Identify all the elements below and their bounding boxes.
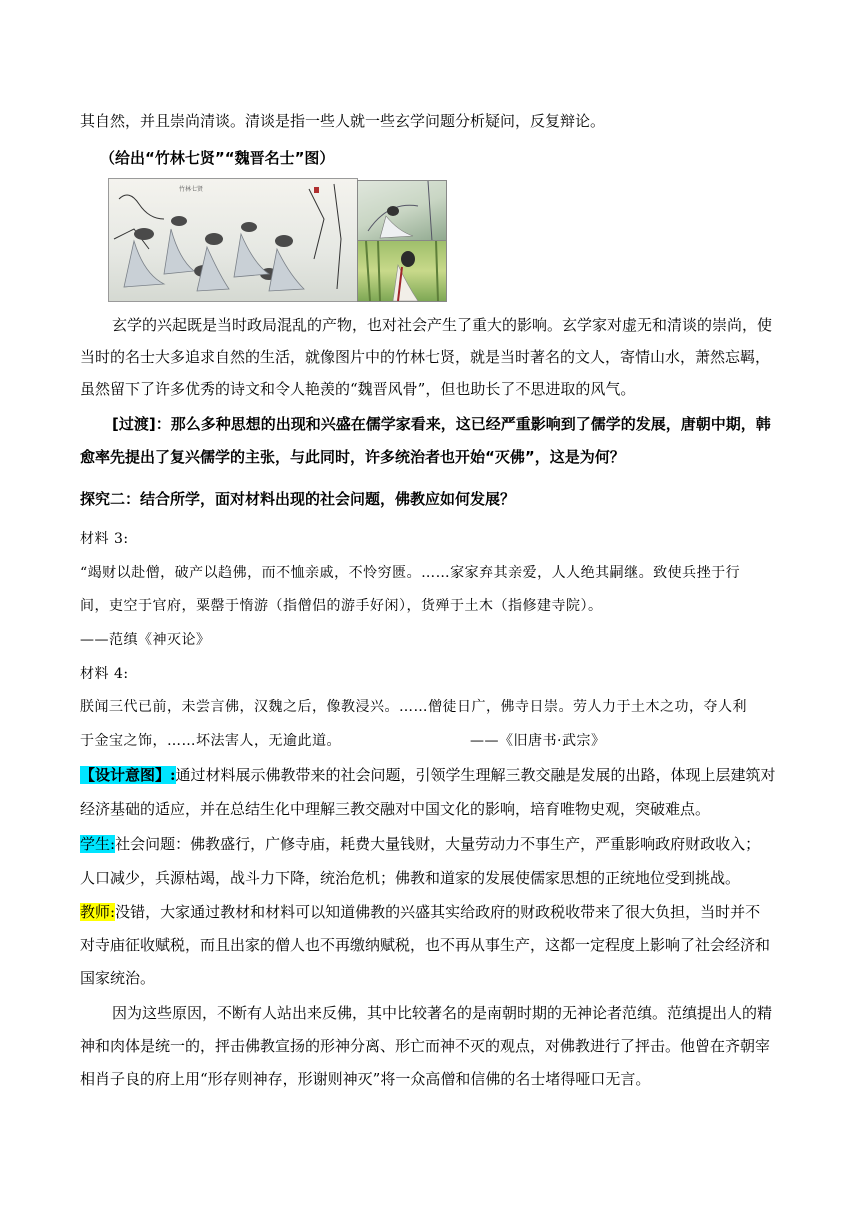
material-source: ——《旧唐书·武宗》 <box>470 733 606 749</box>
teacher-text: 没错，大家通过教材和材料可以知道佛教的兴盛其实给政府的财政税收带来了很大负担，当时并不 <box>115 903 761 921</box>
wei-jin-scholar-image-top <box>357 180 447 242</box>
material-text: 朕闻三代已前，未尝言佛，汉魏之后，像教浸兴。……僧徒日广，佛寺日崇。劳人力于土木之功，夺人利 <box>80 699 747 715</box>
paragraph-line: 其自然，并且崇尚清谈。清谈是指一些人就一些玄学问题分析疑问，反复辩论。 <box>80 112 606 130</box>
design-intent-tag: 【设计意图】: <box>80 766 176 784</box>
paragraph-line: 因为这些原因，不断有人站出来反佛，其中比较著名的是南朝时期的无神论者范缜。范缜提出人的精 <box>112 1004 773 1022</box>
material-text: “竭财以赴僧，破产以趋佛，而不恤亲戚，不怜穷匮。……家家弃其亲爱，人人绝其嗣继。致使兵挫于行 <box>80 565 741 581</box>
material-text: 于金宝之饰，……坏法害人，无逾此道。 <box>80 733 341 749</box>
paragraph-line: 国家统治。 <box>80 969 156 987</box>
paragraph-line: 人口减少，兵源枯竭，战斗力下降，统治危机；佛教和道家的发展使儒家思想的正统地位受到挑战。 <box>80 869 741 887</box>
paragraph-line: 相肖子良的府上用“形存则神存，形谢则神灭”将一众高僧和信佛的名士堵得哑口无言。 <box>80 1070 651 1088</box>
bamboo-forest-seven-sages-image <box>108 178 358 302</box>
design-intent-line <box>80 765 776 785</box>
material-source: ——范缜《神灭论》 <box>80 632 211 648</box>
paragraph-line: 当时的名士大多追求自然的生活，就像图片中的竹林七贤，就是当时著名的文人，寄情山水，萧然忘羁， <box>80 348 771 366</box>
paragraph-line: 对寺庙征收赋税，而且出家的僧人也不再缴纳赋税，也不再从事生产，这都一定程度上影响了社会经济和 <box>80 936 771 954</box>
transition-line: [过渡]：那么多种思想的出现和兴盛在儒学家看来，这已经严重影响到了儒学的发展，唐朝中期，韩 <box>112 415 771 433</box>
paragraph-line: 玄学的兴起既是当时政局混乱的产物，也对社会产生了重大的影响。玄学家对虚无和清谈的崇尚，使 <box>112 316 773 334</box>
image-caption: （给出“竹林七贤”“魏晋名士”图） <box>100 149 335 167</box>
design-intent-text: 通过材料展示佛教带来的社会问题，引领学生理解三教交融是发展的出路，体现上层建筑对 <box>175 766 776 784</box>
student-tag: 学生: <box>80 835 116 853</box>
svg-text:竹林七贤: 竹林七贤 <box>179 186 204 193</box>
student-line <box>80 834 760 854</box>
paragraph-line: 经济基础的适应，并在总结生化中理解三教交融对中国文化的影响，培育唯物史观，突破难点。 <box>80 800 711 818</box>
paragraph-line: 神和肉体是统一的，抨击佛教宣扬的形神分离、形亡而神不灭的观点，对佛教进行了抨击。他曾在齐朝宰 <box>80 1037 771 1055</box>
material-text: 间，吏空于官府，粟罄于惰游（指僧侣的游手好闲），货殚于土木（指修建寺院）。 <box>80 598 603 614</box>
teacher-line <box>80 902 760 922</box>
inquiry-heading: 探究二：结合所学，面对材料出现的社会问题，佛教应如何发展？ <box>80 490 516 508</box>
material-label: 材料 4: <box>80 666 129 682</box>
teacher-tag: 教师: <box>80 903 116 921</box>
student-text: 社会问题：佛教盛行，广修寺庙，耗费大量钱财，大量劳动力不事生产，严重影响政府财政收入； <box>115 835 761 853</box>
transition-line: 愈率先提出了复兴儒学的主张，与此同时，许多统治者也开始“灭佛”，这是为何？ <box>80 448 625 466</box>
material-label: 材料 3: <box>80 531 129 547</box>
paragraph-line: 虽然留下了许多优秀的诗文和令人艳羡的“魏晋风骨”，但也助长了不思进取的风气。 <box>80 380 636 398</box>
wei-jin-scholar-image-bottom <box>357 240 447 302</box>
